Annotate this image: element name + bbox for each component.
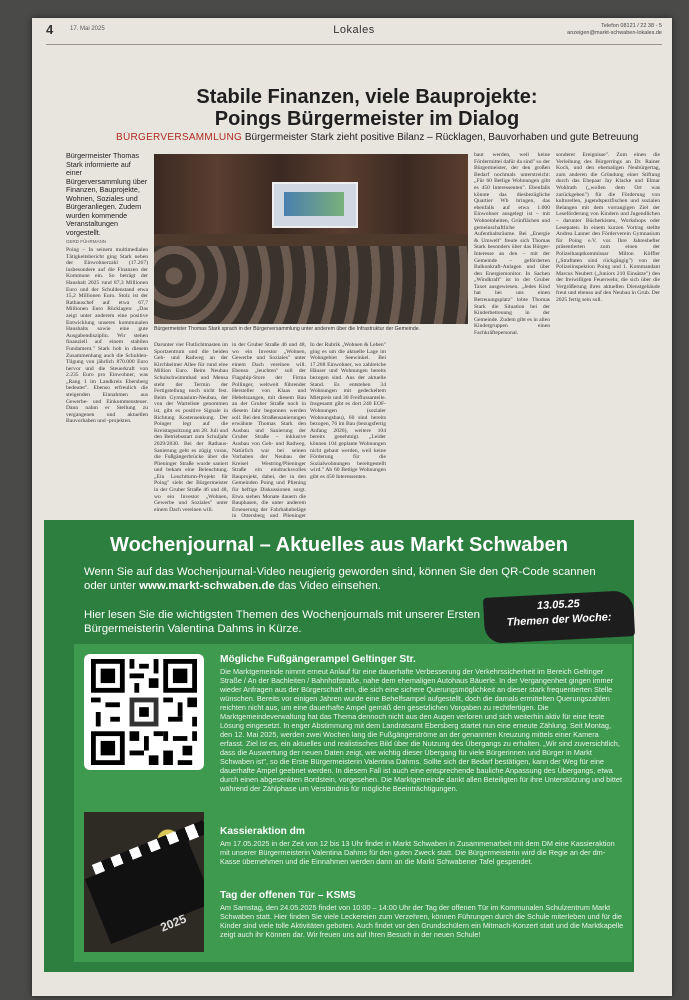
article-column-6 (556, 152, 660, 538)
topic-text: Die Marktgemeinde nimmt erneut Anlauf für eine dauerhafte Verbesserung der Verkehrssicherheit im Bereich Geltinger Straße / An der Bachleiten / Bahnhofstraße, nahe dem ehemaligen Autohaus Bäuerle. In der Vergangenheit gingen immer wieder Anfragen aus der Bürgerschaft ein, die sich eine sichere Querungsmöglichkeit an dieser stark frequentierten Stelle wünschen. Bereits vor einigen Jahren wurde eine Behelfsampel aufgestellt, doch die damals ermittelten Querungszahlen reichten nicht aus, um eine dauerhafte Ampel gemäß den gesetzlichen Vorgaben zu rechtfertigen. Die Marktgemeindeverwaltung hat das Thema dennoch nicht aus den Augen verloren und sich weiterhin aktiv für eine feste Lösung eingesetzt. In enger Abstimmung mit dem Landratsamt Ebersberg startet nun eine erneute Zählung. Seit Montag, den 12. Mai 2025, werden zwei Wochen lang die Fußgängerströme an der genannten Kreuzung mittels einer Kamera erfasst. Ziel ist es, ein aktuelles und realistisches Bild über die Nutzung des Übergangs zu erhalten. „Wir sind zuversichtlich, dass die Auswertung der neuen Daten zeigt, wie wichtig dieser Übergang für viele Bürgerinnen und Bürger in Markt Schwaben ist", so die Erste Bürgermeisterin Valentina Dahms. Sollte sich der Bedarf bestätigen, kann der Weg für eine dauerhafte Ampel geebnet werden. In diesem Fall ist auch eine entsprechende bauliche Anpassung des Übergangs, etwa durch einen abgesenkten Bordstein, vorgesehen. Die Marktgemeinde dankt allen Beteiligten für ihre Unterstützung und bittet während der Zählphase um Verständnis für mögliche Beeinträchtigungen. (220, 667, 622, 793)
topic-item (220, 826, 624, 866)
article-photo (154, 154, 468, 324)
qr-code-icon (89, 659, 199, 765)
ad-intro: Wenn Sie auf das Wochenjournal-Video neugierig geworden sind, können Sie den QR-Code scannen oder unter www.markt-schwaben.de das Video einsehen. (84, 566, 596, 592)
article-column-1 (66, 152, 148, 542)
column-text: Darunter vier Flutlichtmasten im Sportzentrum und die beiden Geh- und Radweg an der Kirchheimer Allee für rund eine Million Euro. Beim Neubau Schulschwimmbad und Mensa steht der Termin der Fertigstellung noch nicht fest. Beim Gymnasium-Neubau, der von der Warteliste genommen ist, gibt es positive Signale in Richtung Kostensenkung. Der Poinger legt auf die Kreistagssitzung am 28. Juli und den Betriebsstart zum Schuljahr 2029/2030. Bei der Rathaus-Sanierung geht es zügig voran, die Fußgängerbrücke über die Plieninger Straße wurde saniert und bekam eine Beleuchtung. „Ein Leuchtturm-Projekt für Poing" sieht der Bürgermeister in der Gruber Straße 46 und 48, wo ein Investor „Wohnen, Gewerbe und Soziales" unter einem Dach vereinen will. (154, 342, 228, 513)
kicker-label: BÜRGERVERSAMMLUNG (116, 132, 243, 143)
qr-code[interactable] (84, 654, 204, 770)
photo-caption: Bürgermeister Thomas Stark sprach in der Bürgerversammlung unter anderem über die Infrastruktur der Gemeinde. (154, 326, 421, 332)
article-kicker (116, 132, 666, 143)
article-column-5 (474, 152, 550, 538)
page-header (46, 22, 662, 45)
topic-item (220, 890, 624, 939)
topic-text: Am 17.05.2025 in der Zeit von 12 bis 13 Uhr findet in Markt Schwaben in Zusammenarbeit mit dem DM eine Kassieraktion mit unserer Bürgermeisterin Valentina Dahms für den guten Zweck statt. Die Bürgermeisterin wird die Regie an der dm-Kasse übernehmen und die Einnahmen werden dann an die Markt Schwabener Tafel gespendet. (220, 839, 615, 866)
column-text: Poing – In seinem multimedialen Tätigkeitsbericht ging Stark neben der Einwohnerzahl (17.267) insbesondere auf die Finanzen der Kommune ein. So beträgt der Haushalt 2025 rund 87,3 Millionen Euro und der Schuldenstand etwa 15,2 Millionen Euro. Stolz ist der Rathauschef auf etwa 67,7 Millionen Euro Rücklagen: „Das zeigt unter anderem eine positive Entwicklung unseres kommunalen Haushalts sowie eine gute Ausgabendisziplin. Wir stehen finanziell auf einem stabilen Fundament." Stark hob in diesem Zusammenhang auch die Schulden-Tilgung von jährlich 870.000 Euro hervor und die Steuerkraft von 2.235 Euro pro Einwohner, was „Rang 1 im Landkreis Ebersberg bedeutet". Ebenso erfreulich die steigenden Einnahmen aus Gewerbe- und Einkommensteuer. Dann nahm er Stellung zu vergangenen und aktuellen Bauvorhaben und -projekten. (66, 247, 148, 425)
section-title: Lokales (333, 24, 375, 36)
topics-badge (483, 590, 635, 644)
article-lead: Bürgermeister Thomas Stark informierte auf einer Bürgerversammlung über Finanzen, Bauprojekte, Wohnen, Soziales und Bürgeranliegen. Zudem wurden kommende Veranstaltungen vorgestellt. (66, 152, 148, 237)
column-text: In der Rubrik „Wohnen & Leben" ging es um die aktuelle Lage im Wohngebiet Seewinkel. Bei 17.268 Einwohner, wo zahlreiche Häuser und Wohnungen bereits bezogen sind. Aus der aktuelle Stand. Es entstehen 34 Wohnungen mit gedeckeltem Mietpreis und 30 Freiflussanteile. Insgesamt gibt es dort 240 EOF-Wohnungen (sozialer Wohnungsbau), 60 sind bereits bezogen, 76 im Bau (bezugsfertig Anfang 2026), weitere 104 bereits genehmigt. „Leider können 104 geplante Wohnungen nicht gebaut werden, weil keine Förderung für die Sozialwohnungen bereitgestellt wird." Ab 60 Betlige Wohnungen gibt es 450 Interessenten. (310, 342, 386, 480)
column-text: sonderer Ereignisse". Zum einen die Verleihung des Bürgerrings an Dr. Rainer Koch, und den ehemaligen Neubürgertag, zum anderen die Gründung einer Stiftung durch das Ehepaar Jay Klacke und Elmar Wohlrath („wollen dem Ort was zurückgeben") für die Förderung von kulturellen, jugendspezifischen und sozialen Belangen mit dem vorrangigen Ziel der Leseförderung von Kindern und Jugendlichen – darunter Bücherkisten, Workshops oder Lesepaten. In einem kurzen Vortrag stellte Andrea Lanner den Förderverein Gymnasium für Poing e.V. vor. Ihre Jahreshefter präsentierten zum einen der Polizeihauptkommissar Milton Köffler („Straftaten sind rückgängig") von der Polizeiinspektion Poing und 1. Kommandant Marcus Neubert („Juniors 210 Einsätze") den der freiwilligen Feuerwehr, die sich über die Vergrößerung ihres aktuellen Dienstgebäude freut und ebenso auf den Neubau in Grub. Der 2025 fertig sein soll. (556, 152, 660, 304)
topic-title: Tag der offenen Tür – KSMS (220, 890, 356, 901)
topics-date: 13.05.25 (536, 597, 581, 613)
headline-line-1: Stabile Finanzen, viele Bauprojekte: (196, 86, 538, 108)
topic-text: Am Samstag, den 24.05.2025 findet von 10:00 – 14:00 Uhr der Tag der offenen Tür im Kommunalen Schulzentrum Markt Schwaben statt. Hier finden Sie viele Leckereien zum Verzehren, können Führungen durch die Schule miterleben und für die Kinder sind viele tolle Aktivitäten geboten. Auch findet vor den Grundschülern ein Mitmach-Konzert statt und die Marktkapelle zeigt auch ihr Können dar. Wir freuen uns auf Ihren Besuch in der neuen Schule! (220, 903, 624, 939)
ad-topics-panel (74, 644, 632, 962)
ad-website-link[interactable]: www.markt-schwaben.de (139, 580, 275, 592)
article-headline (72, 86, 662, 130)
clapper-year: 2025 (158, 911, 189, 935)
article-column-4 (310, 342, 386, 538)
topic-item (220, 654, 624, 793)
topic-title: Kassieraktion dm (220, 826, 305, 837)
projection-screen (272, 182, 358, 228)
issue-date: 17. Mai 2025 (70, 26, 105, 32)
column-text: in der Gruber Straße 46 und 48, wo ein Investor „Wohnen, Gewerbe und Soziales" unter einem Dach vereinen will. Ebenso „leuchten" soll der Flagship-Store der Firma Pollinger, weltweit führender Hersteller von Klaas und Hebelszangen, mit diesem Bau an der Gruber Straße noch in diesem Jahr begonnen werden soll. Bei den Straßensanierungen erwähnte Thomas Stark den Ausbau und Sanierung der Gruber Straße – inklusive Ausbau von Geh- und Radweg. Natürlich war bei seinen Vorhaben der Neubau der Kreisel Westring/Plieninger Straße ein eindrucksvolles Bauprojekt, dabei, der in den Gemeinden Poing und Pliening für heftige Diskussionen sorgt. Etwa sieben Monate dauern die Bauphasen, die unter anderem Erneuerung der Fahrbahnbeläge in Ottersberg und Plieninger (232, 342, 306, 520)
ad-title: Wochenjournal – Aktuelles aus Markt Schwaben (110, 534, 568, 556)
audience (154, 246, 468, 324)
topic-title: Mögliche Fußgängerampel Geltinger Str. (220, 654, 416, 665)
topics-label: Themen der Woche: (506, 611, 612, 629)
page-number: 4 (46, 22, 54, 37)
clapperboard-image (84, 812, 204, 952)
article-byline: GERD FÜHRMANN (66, 239, 106, 244)
kicker-text: Bürgermeister Stark zieht positive Bilanz – Rücklagen, Bauvorhaben und gute Betreuung (244, 132, 639, 143)
contact-info: Telefon 08121 / 22 38 - 5 anzeigen@markt-schwaben-lokales.de (567, 23, 662, 36)
article-column-2 (154, 342, 228, 538)
article-column-3 (232, 342, 306, 538)
column-text: baut werden, weil keine Fördermittel dafür da sind" so der Bürgermeister, der den großen Bedarf nochmals unterstreicht: „Für 60 Betlige Wohnungen gibt es 450 Interessenten". Ebenfalls könnte das diesbezügliche Quartier Wb bringen, das ebenfalls auf etwa 1.000 Einwohner ausgelegt ist – mit Wohneinheiten, Grünflächen und gemeinschaftliche Aufenthaltsräume. Bei „Energie & Umwelt" freute sich Thomas Stark besonders über das Bürger-Interesse an den – mit der Gemeinde – geförderten Balkonkraft-Anlagen und über den Energiemonitor. In Sachen „Windkraft" ist in der Gruber Taxet ausgewiesen. „Jedes Kind hat bei uns einen Betreuungsplatz" lobte Thomas Stark die Situation bei der Kinderbetreuung in der Gemeinde. Zudem gibt es in allen Kindergruppen einen Fachkräftepersonal. (474, 152, 550, 337)
wochenjournal-ad (44, 520, 634, 972)
ad-intro-summary: Hier lesen Sie die wichtigsten Themen des Wochenjournals mit unserer Ersten Bürgermeisterin Valentina Dahms in Kürze. (84, 609, 480, 635)
headline-line-2: Poings Bürgermeister im Dialog (214, 108, 520, 130)
